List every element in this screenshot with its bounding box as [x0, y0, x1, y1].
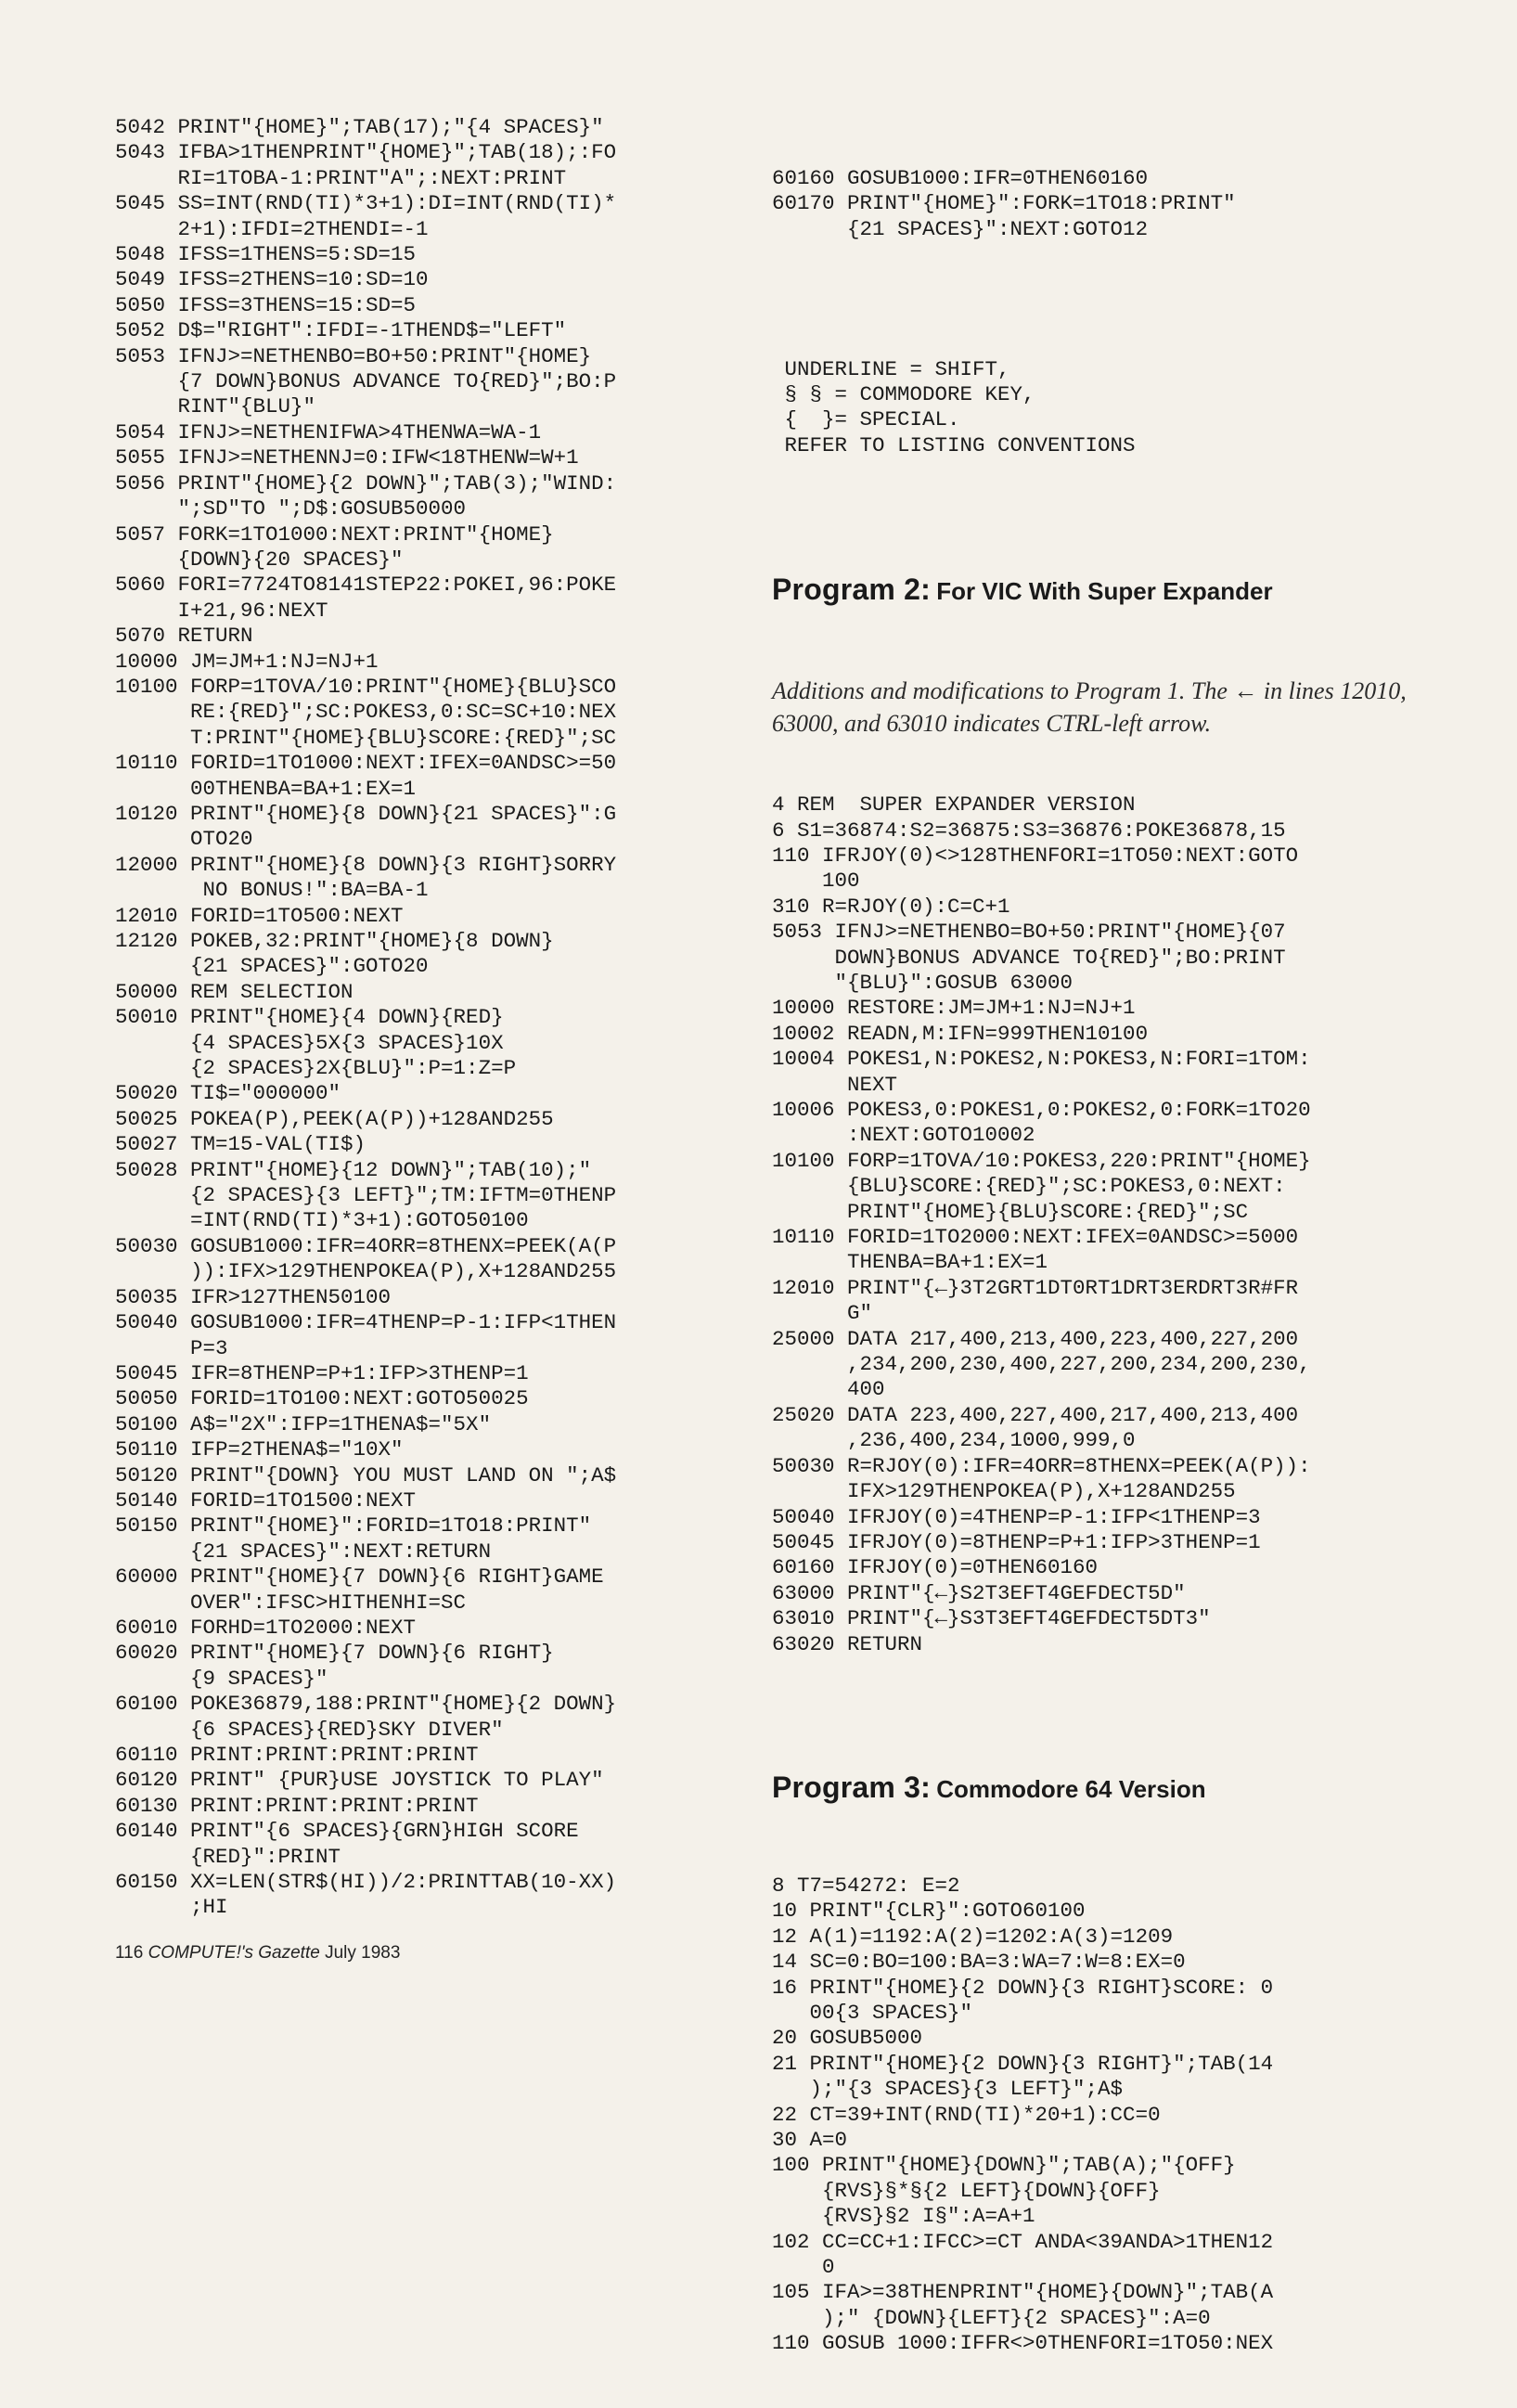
code-line: 25000 DATA 217,400,213,400,223,400,227,200: [772, 1326, 1299, 1351]
code-line: P=3: [115, 1335, 228, 1360]
code-line: 14 SC=0:BO=100:BA=3:WA=7:W=8:EX=0: [772, 1950, 1186, 1975]
code-line: ,236,400,234,1000,999,0: [772, 1428, 1136, 1453]
code-line: 50020 TI$="000000": [115, 1081, 341, 1106]
code-line: 60160 IFRJOY(0)=0THEN60160: [772, 1555, 1099, 1580]
code-line: ";SD"TO ";D$:GOSUB50000: [115, 496, 467, 522]
code-line: 105 IFA>=38THENPRINT"{HOME}{DOWN}";TAB(A: [772, 2280, 1274, 2305]
code-line: OTO20: [115, 827, 253, 852]
code-line: 5053 IFNJ>=NETHENBO=BO+50:PRINT"{HOME}: [115, 343, 592, 368]
code-line: 10110 FORID=1TO2000:NEXT:IFEX=0ANDSC>=5000: [772, 1225, 1299, 1250]
code-line: RE:{RED}";SC:POKES3,0:SC=SC+10:NEX: [115, 700, 617, 725]
code-line: {21 SPACES}":GOTO20: [115, 954, 429, 979]
program3-subtitle: Commodore 64 Version: [936, 1775, 1206, 1804]
code-line: 60140 PRINT"{6 SPACES}{GRN}HIGH SCORE: [115, 1819, 579, 1844]
code-line: 50040 GOSUB1000:IFR=4THENP=P-1:IFP<1THEN: [115, 1310, 617, 1335]
code-line: 21 PRINT"{HOME}{2 DOWN}{3 RIGHT}";TAB(14: [772, 2051, 1274, 2076]
code-line: 50010 PRINT"{HOME}{4 DOWN}{RED}: [115, 1005, 504, 1030]
code-line: NO BONUS!":BA=BA-1: [115, 878, 429, 903]
code-line: 60160 GOSUB1000:IFR=0THEN60160: [772, 165, 1149, 190]
code-line: 63010 PRINT"{←}S3T3EFT4GEFDECT5DT3": [772, 1606, 1211, 1631]
code-line: 10006 POKES3,0:POKES1,0:POKES2,0:FORK=1TO20: [772, 1098, 1311, 1122]
page-footer: [115, 1943, 400, 1964]
code-line: 12 A(1)=1192:A(2)=1202:A(3)=1209: [772, 1924, 1174, 1949]
code-line: 50120 PRINT"{DOWN} YOU MUST LAND ON ";A$: [115, 1462, 617, 1487]
code-line: 5052 D$="RIGHT":IFDI=-1THEND$="LEFT": [115, 318, 567, 343]
code-line: 5050 IFSS=3THENS=15:SD=5: [115, 292, 417, 317]
program1-continued-listing: [772, 166, 1440, 242]
program2-intro: Additions and modifications to Program 1. The ← in lines 12010, 63000, and 63010 indicates CTRL-left arrow.: [772, 677, 1407, 738]
code-line: 110 GOSUB 1000:IFFR<>0THENFORI=1TO50:NEX: [772, 2331, 1274, 2356]
code-line: IFX>129THENPOKEA(P),X+128AND255: [772, 1479, 1236, 1504]
code-line: 50028 PRINT"{HOME}{12 DOWN}";TAB(10);": [115, 1157, 592, 1182]
code-line: 5054 IFNJ>=NETHENIFWA>4THENWA=WA-1: [115, 419, 542, 444]
code-line: OVER":IFSC>HITHENHI=SC: [115, 1590, 467, 1615]
code-line: 5057 FORK=1TO1000:NEXT:PRINT"{HOME}: [115, 522, 554, 547]
code-line: 12010 FORID=1TO500:NEXT: [115, 903, 404, 928]
code-line: 12000 PRINT"{HOME}{8 DOWN}{3 RIGHT}SORRY: [115, 852, 617, 877]
code-line: 50110 IFP=2THENA$="10X": [115, 1437, 404, 1462]
code-line: G": [772, 1301, 873, 1326]
code-line: 102 CC=CC+1:IFCC>=CT ANDA<39ANDA>1THEN12: [772, 2229, 1274, 2254]
code-line: T:PRINT"{HOME}{BLU}SCORE:{RED}";SC: [115, 725, 617, 750]
code-line: 50027 TM=15-VAL(TI$): [115, 1132, 366, 1157]
code-line: 10000 RESTORE:JM=JM+1:NJ=NJ+1: [772, 996, 1136, 1021]
code-line: 10120 PRINT"{HOME}{8 DOWN}{21 SPACES}":G: [115, 801, 617, 826]
code-line: 10000 JM=JM+1:NJ=NJ+1: [115, 649, 379, 674]
code-line: 25020 DATA 223,400,227,400,217,400,213,400: [772, 1402, 1299, 1427]
code-line: 12120 POKEB,32:PRINT"{HOME}{8 DOWN}: [115, 929, 554, 953]
code-line: RI=1TOBA-1:PRINT"A";:NEXT:PRINT: [115, 165, 567, 190]
convention-line: REFER TO LISTING CONVENTIONS: [772, 432, 1136, 457]
convention-line: { }= SPECIAL.: [772, 407, 960, 432]
convention-line: § § = COMMODORE KEY,: [772, 382, 1035, 407]
code-line: =INT(RND(TI)*3+1):GOTO50100: [115, 1208, 529, 1233]
code-line: 5042 PRINT"{HOME}";TAB(17);"{4 SPACES}": [115, 115, 604, 139]
code-line: 100 PRINT"{HOME}{DOWN}";TAB(A);"{OFF}: [772, 2153, 1236, 2178]
program2-listing: [772, 792, 1440, 1657]
code-line: RINT"{BLU}": [115, 394, 316, 419]
spacer: [772, 293, 1440, 306]
code-line: ,234,200,230,400,227,200,234,200,230,: [772, 1352, 1311, 1377]
code-line: 5053 IFNJ>=NETHENBO=BO+50:PRINT"{HOME}{07: [772, 920, 1286, 945]
code-line: 5070 RETURN: [115, 624, 253, 649]
code-line: 50025 POKEA(P),PEEK(A(P))+128AND255: [115, 1106, 554, 1131]
code-line: NEXT: [772, 1072, 898, 1097]
program2-title: Program 2:: [772, 572, 931, 606]
code-line: 63020 RETURN: [772, 1631, 923, 1656]
code-line: 5055 IFNJ>=NETHENNJ=0:IFW<18THENW=W+1: [115, 445, 579, 470]
code-line: 5056 PRINT"{HOME}{2 DOWN}";TAB(3);"WIND:: [115, 470, 617, 496]
code-line: 50140 FORID=1TO1500:NEXT: [115, 1487, 417, 1513]
code-line: 10 PRINT"{CLR}":GOTO60100: [772, 1899, 1086, 1924]
code-line: 60000 PRINT"{HOME}{7 DOWN}{6 RIGHT}GAME: [115, 1565, 604, 1590]
code-line: 20 GOSUB5000: [772, 2026, 923, 2051]
page-number: 116: [115, 1943, 144, 1963]
code-line: 4 REM SUPER EXPANDER VERSION: [772, 792, 1136, 818]
code-line: 50035 IFR>127THEN50100: [115, 1284, 392, 1309]
code-line: {RVS}§*§{2 LEFT}{DOWN}{OFF}: [772, 2178, 1161, 2203]
code-line: {2 SPACES}2X{BLU}":P=1:Z=P: [115, 1056, 517, 1081]
code-line: 60150 XX=LEN(STR$(HI))/2:PRINTTAB(10-XX): [115, 1870, 617, 1895]
code-line: I+21,96:NEXT: [115, 598, 328, 623]
code-line: 50050 FORID=1TO100:NEXT:GOTO50025: [115, 1386, 529, 1411]
code-line: {21 SPACES}":NEXT:RETURN: [115, 1539, 492, 1564]
listing-conventions-note: [772, 357, 1440, 459]
code-line: {BLU}SCORE:{RED}";SC:POKES3,0:NEXT:: [772, 1174, 1286, 1199]
code-line: :NEXT:GOTO10002: [772, 1123, 1035, 1148]
code-line: 60010 FORHD=1TO2000:NEXT: [115, 1615, 417, 1640]
code-line: 60110 PRINT:PRINT:PRINT:PRINT: [115, 1743, 479, 1767]
program3-heading: [772, 1769, 1440, 1809]
code-line: 00THENBA=BA+1:EX=1: [115, 776, 417, 801]
code-line: {RVS}§2 I§":A=A+1: [772, 2204, 1035, 2229]
code-line: 16 PRINT"{HOME}{2 DOWN}{3 RIGHT}SCORE: 0: [772, 1975, 1274, 2000]
code-line: 50100 A$="2X":IFP=1THENA$="5X": [115, 1411, 492, 1436]
code-line: 50045 IFR=8THENP=P+1:IFP>3THENP=1: [115, 1360, 529, 1385]
code-line: 6 S1=36874:S2=36875:S3=36876:POKE36878,15: [772, 818, 1286, 843]
program2-subtitle: For VIC With Super Expander: [936, 576, 1273, 605]
code-line: 60130 PRINT:PRINT:PRINT:PRINT: [115, 1793, 479, 1818]
code-line: {RED}":PRINT: [115, 1844, 341, 1869]
code-line: 10004 POKES1,N:POKES2,N:POKES3,N:FORI=1TOM:: [772, 1047, 1311, 1072]
code-line: 50040 IFRJOY(0)=4THENP=P-1:IFP<1THENP=3: [772, 1504, 1261, 1529]
code-line: {9 SPACES}": [115, 1666, 328, 1691]
publication-name: COMPUTE!'s Gazette: [148, 1943, 320, 1963]
code-line: DOWN}BONUS ADVANCE TO{RED}";BO:PRINT: [772, 945, 1286, 970]
code-line: ;HI: [115, 1895, 228, 1920]
code-line: );"{3 SPACES}{3 LEFT}";A$: [772, 2077, 1124, 2102]
code-line: "{BLU}":GOSUB 63000: [772, 970, 1073, 995]
right-column: [772, 115, 1440, 2408]
code-line: {DOWN}{20 SPACES}": [115, 547, 404, 572]
code-line: 50150 PRINT"{HOME}":FORID=1TO18:PRINT": [115, 1513, 592, 1539]
code-line: )):IFX>129THENPOKEA(P),X+128AND255: [115, 1259, 617, 1284]
code-line: 8 T7=54272: E=2: [772, 1873, 960, 1898]
code-line: 50030 GOSUB1000:IFR=4ORR=8THENX=PEEK(A(P: [115, 1233, 617, 1258]
convention-line: UNDERLINE = SHIFT,: [772, 356, 1010, 381]
code-line: 5045 SS=INT(RND(TI)*3+1):DI=INT(RND(TI)*: [115, 191, 617, 216]
code-line: 22 CT=39+INT(RND(TI)*20+1):CC=0: [772, 2102, 1161, 2127]
code-line: {6 SPACES}{RED}SKY DIVER": [115, 1717, 504, 1742]
code-line: 10100 FORP=1TOVA/10:PRINT"{HOME}{BLU}SCO: [115, 674, 617, 699]
code-line: 5048 IFSS=1THENS=5:SD=15: [115, 242, 417, 267]
code-line: 400: [772, 1377, 885, 1402]
code-line: 50000 REM SELECTION: [115, 979, 354, 1004]
code-line: 50045 IFRJOY(0)=8THENP=P+1:IFP>3THENP=1: [772, 1529, 1261, 1554]
code-line: 10100 FORP=1TOVA/10:POKES3,220:PRINT"{HOME}: [772, 1148, 1311, 1173]
code-line: );" {DOWN}{LEFT}{2 SPACES}":A=0: [772, 2305, 1211, 2330]
code-line: {4 SPACES}5X{3 SPACES}10X: [115, 1030, 504, 1055]
code-line: 10002 READN,M:IFN=999THEN10100: [772, 1021, 1149, 1046]
code-line: PRINT"{HOME}{BLU}SCORE:{RED}";SC: [772, 1199, 1249, 1224]
code-line: 5049 IFSS=2THENS=10:SD=10: [115, 267, 429, 292]
program3-title: Program 3:: [772, 1771, 931, 1805]
code-line: 5060 FORI=7724TO8141STEP22:POKEI,96:POKE: [115, 573, 617, 598]
code-line: 2+1):IFDI=2THENDI=-1: [115, 216, 429, 241]
code-line: 30 A=0: [772, 2128, 848, 2153]
code-line: 10110 FORID=1TO1000:NEXT:IFEX=0ANDSC>=50: [115, 751, 617, 776]
code-line: 110 IFRJOY(0)<>128THENFORI=1TO50:NEXT:GOTO: [772, 843, 1299, 868]
code-line: {2 SPACES}{3 LEFT}";TM:IFTM=0THENP: [115, 1183, 617, 1208]
code-line: 5043 IFBA>1THENPRINT"{HOME}";TAB(18);:FO: [115, 140, 617, 165]
left-column-listing: [115, 115, 727, 1921]
code-line: 0: [772, 2255, 835, 2280]
code-line: 100: [772, 869, 860, 894]
code-line: 12010 PRINT"{←}3T2GRT1DT0RT1DRT3ERDRT3R#FR: [772, 1275, 1299, 1300]
code-line: THENBA=BA+1:EX=1: [772, 1250, 1048, 1275]
program3-listing: [772, 1874, 1440, 2357]
code-line: 310 R=RJOY(0):C=C+1: [772, 894, 1010, 919]
code-line: 60100 POKE36879,188:PRINT"{HOME}{2 DOWN}: [115, 1692, 617, 1717]
code-line: 63000 PRINT"{←}S2T3EFT4GEFDECT5D": [772, 1580, 1186, 1605]
issue-date: July 1983: [325, 1943, 401, 1963]
code-line: 60020 PRINT"{HOME}{7 DOWN}{6 RIGHT}: [115, 1641, 554, 1666]
code-line: 60170 PRINT"{HOME}":FORK=1TO18:PRINT": [772, 191, 1236, 216]
code-line: 50030 R=RJOY(0):IFR=4ORR=8THENX=PEEK(A(P)):: [772, 1453, 1311, 1478]
code-line: {7 DOWN}BONUS ADVANCE TO{RED}";BO:P: [115, 369, 617, 394]
code-line: 00{3 SPACES}": [772, 2001, 973, 2025]
code-line: {21 SPACES}":NEXT:GOTO12: [772, 216, 1149, 241]
code-line: 60120 PRINT" {PUR}USE JOYSTICK TO PLAY": [115, 1768, 604, 1793]
program2-heading: [772, 571, 1440, 612]
